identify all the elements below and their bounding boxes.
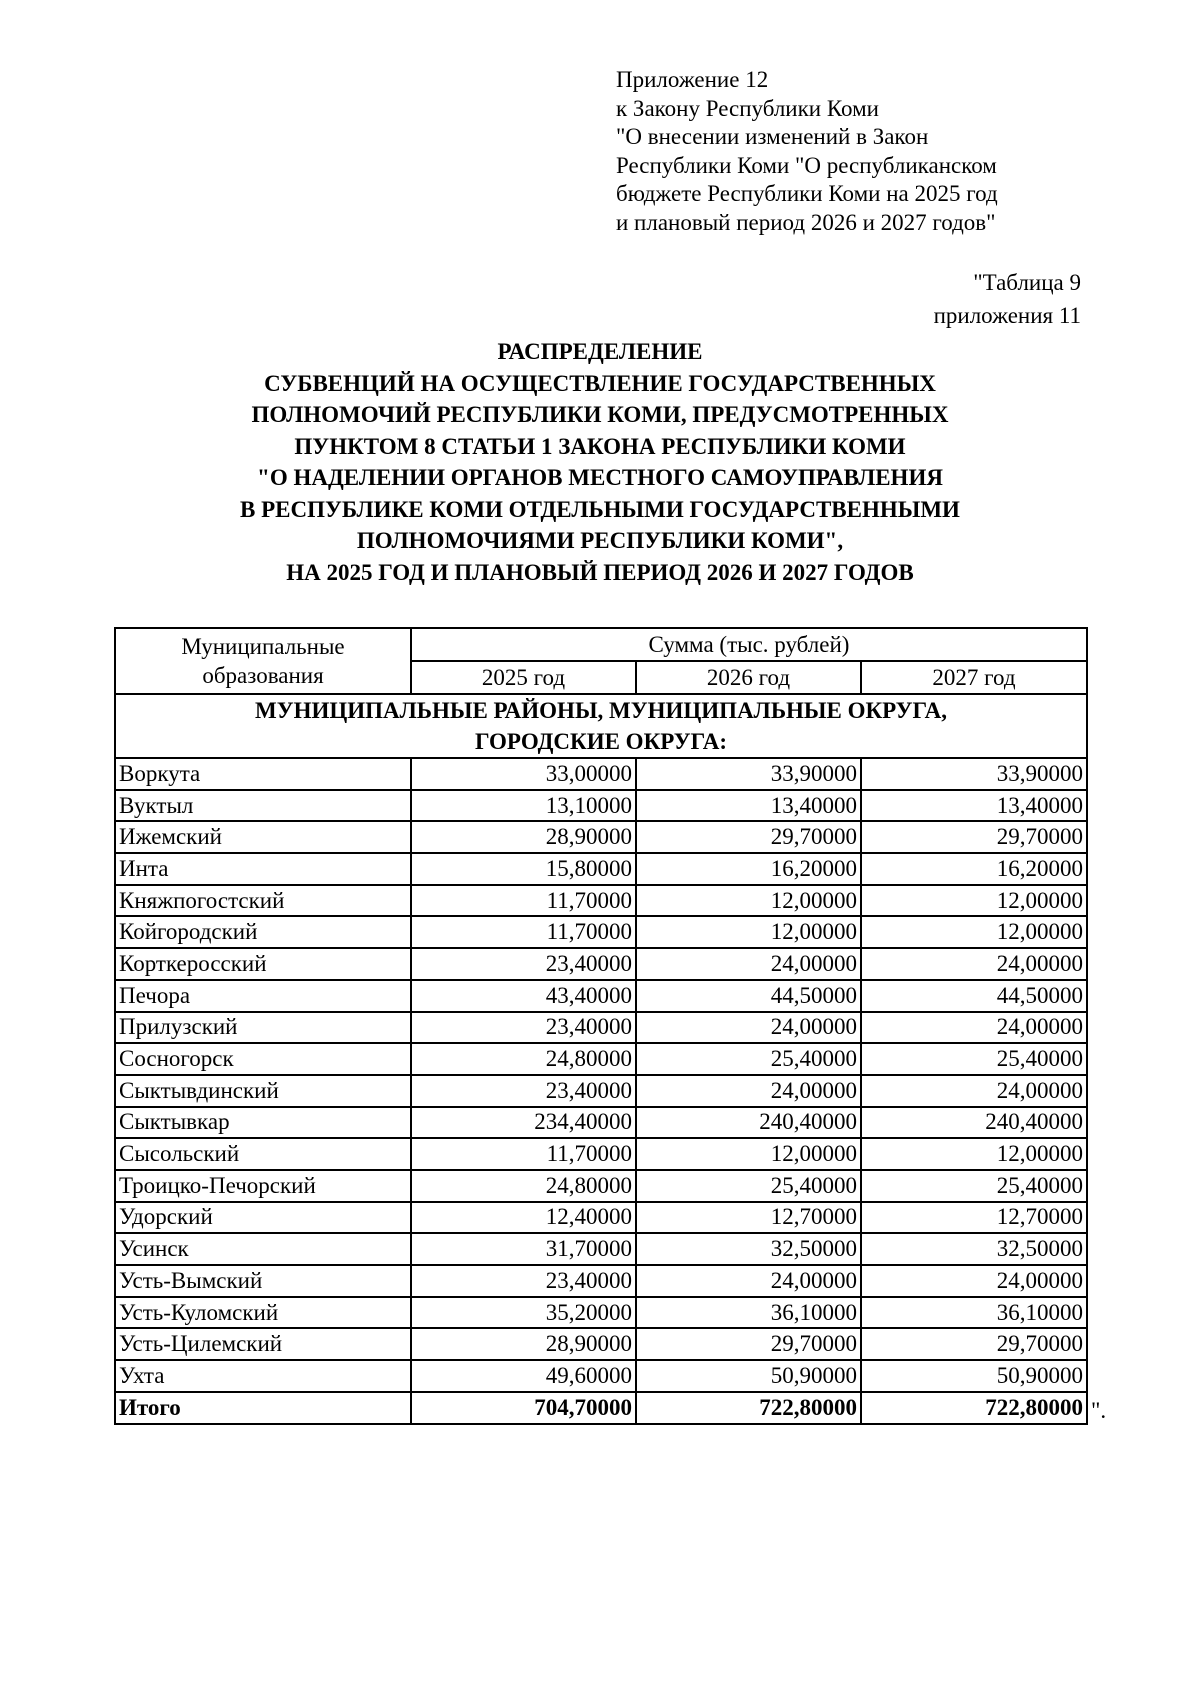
year-column-header: 2025 год: [411, 661, 636, 694]
amount-cell: 28,90000: [411, 1328, 636, 1360]
amount-cell: 12,40000: [411, 1202, 636, 1234]
amount-cell: 33,00000: [411, 758, 636, 790]
total-row: [115, 1392, 1087, 1424]
table-row: [115, 1202, 1087, 1234]
table-row: [115, 1265, 1087, 1297]
table-row: [115, 948, 1087, 980]
municipality-cell: Сысольский: [115, 1138, 411, 1170]
amount-cell: 24,00000: [861, 1075, 1087, 1107]
column-header-line: Муниципальные: [181, 634, 345, 659]
amount-cell: 36,10000: [861, 1297, 1087, 1329]
amount-cell: 50,90000: [861, 1360, 1087, 1392]
table-row: [115, 821, 1087, 853]
amount-cell: 240,40000: [861, 1107, 1087, 1139]
municipality-cell: Инта: [115, 853, 411, 885]
municipality-cell: Вуктыл: [115, 790, 411, 822]
table-reference: [934, 266, 1081, 332]
amount-cell: 36,10000: [636, 1297, 861, 1329]
municipality-column-header: [115, 628, 411, 694]
amount-cell: 12,00000: [861, 885, 1087, 917]
table-row: [115, 1170, 1087, 1202]
amount-cell: 11,70000: [411, 1138, 636, 1170]
amount-cell: 13,40000: [636, 790, 861, 822]
municipality-cell: Ижемский: [115, 821, 411, 853]
title-line: СУБВЕНЦИЙ НА ОСУЩЕСТВЛЕНИЕ ГОСУДАРСТВЕННЫХ: [264, 370, 936, 396]
municipality-cell: Койгородский: [115, 916, 411, 948]
municipality-cell: Печора: [115, 980, 411, 1012]
amount-cell: 24,00000: [861, 1012, 1087, 1044]
group-heading-line: МУНИЦИПАЛЬНЫЕ РАЙОНЫ, МУНИЦИПАЛЬНЫЕ ОКРУГА,: [255, 698, 947, 723]
amount-cell: 13,40000: [861, 790, 1087, 822]
title-line: ПОЛНОМОЧИЯМИ РЕСПУБЛИКИ КОМИ",: [356, 528, 844, 553]
amount-cell: 29,70000: [636, 821, 861, 853]
amount-cell: 24,00000: [636, 1265, 861, 1297]
amount-cell: 12,00000: [636, 885, 861, 917]
table-header: [115, 628, 1087, 694]
amount-cell: 25,40000: [861, 1170, 1087, 1202]
title-line: РАСПРЕДЕЛЕНИЕ: [497, 339, 703, 364]
amount-cell: 12,00000: [636, 1138, 861, 1170]
appendix-line: Республики Коми "О республиканском: [616, 152, 997, 178]
amount-cell: 32,50000: [861, 1233, 1087, 1265]
amount-cell: 12,70000: [636, 1202, 861, 1234]
municipality-cell: Усть-Куломский: [115, 1297, 411, 1329]
amount-cell: 240,40000: [636, 1107, 861, 1139]
group-heading: [115, 694, 1087, 758]
table-row: [115, 885, 1087, 917]
municipality-cell: Сыктывдинский: [115, 1075, 411, 1107]
title-line: "О НАДЕЛЕНИИ ОРГАНОВ МЕСТНОГО САМОУПРАВЛЕНИЯ: [257, 465, 943, 490]
municipality-cell: Воркута: [115, 758, 411, 790]
title-line: ПОЛНОМОЧИЙ РЕСПУБЛИКИ КОМИ, ПРЕДУСМОТРЕННЫХ: [251, 402, 949, 427]
amount-cell: 49,60000: [411, 1360, 636, 1392]
amount-cell: 29,70000: [636, 1328, 861, 1360]
sum-column-header: Сумма (тыс. рублей): [411, 628, 1087, 661]
group-heading-line: ГОРОДСКИЕ ОКРУГА:: [474, 729, 728, 754]
amount-cell: 15,80000: [411, 853, 636, 885]
title-line: НА 2025 ГОД И ПЛАНОВЫЙ ПЕРИОД 2026 И 2027 ГОДОВ: [286, 559, 914, 585]
amount-cell: 11,70000: [411, 885, 636, 917]
municipality-cell: Корткеросский: [115, 948, 411, 980]
distribution-table: [114, 627, 1088, 1425]
municipality-cell: Прилузский: [115, 1012, 411, 1044]
amount-cell: 43,40000: [411, 980, 636, 1012]
appendix-line: бюджете Республики Коми на 2025 год: [616, 181, 998, 206]
amount-cell: 11,70000: [411, 916, 636, 948]
amount-cell: 13,10000: [411, 790, 636, 822]
amount-cell: 28,90000: [411, 821, 636, 853]
closing-quote: ".: [1091, 1398, 1107, 1423]
table-row: [115, 1107, 1087, 1139]
municipality-cell: Усинск: [115, 1233, 411, 1265]
amount-cell: 24,00000: [636, 948, 861, 980]
amount-cell: 24,80000: [411, 1170, 636, 1202]
year-column-header: 2027 год: [861, 661, 1087, 694]
table-row: [115, 1043, 1087, 1075]
amount-cell: 35,20000: [411, 1297, 636, 1329]
table-row: [115, 916, 1087, 948]
amount-cell: 12,00000: [636, 916, 861, 948]
column-header-line: образования: [202, 663, 324, 688]
table-row: [115, 1360, 1087, 1392]
amount-cell: 29,70000: [861, 821, 1087, 853]
title-line: ПУНКТОМ 8 СТАТЬИ 1 ЗАКОНА РЕСПУБЛИКИ КОМИ: [294, 433, 906, 459]
total-amount-cell: 704,70000: [411, 1392, 636, 1424]
amount-cell: 24,80000: [411, 1043, 636, 1075]
table-row: [115, 790, 1087, 822]
appendix-line: "О внесении изменений в Закон: [616, 124, 929, 149]
amount-cell: 25,40000: [636, 1170, 861, 1202]
amount-cell: 25,40000: [636, 1043, 861, 1075]
appendix-line: к Закону Республики Коми: [616, 95, 879, 121]
table-body: [115, 694, 1087, 1424]
total-amount-cell: 722,80000: [861, 1392, 1087, 1424]
amount-cell: 12,00000: [861, 1138, 1087, 1170]
amount-cell: 12,00000: [861, 916, 1087, 948]
municipality-cell: Сосногорск: [115, 1043, 411, 1075]
amount-cell: 24,00000: [636, 1075, 861, 1107]
municipality-cell: Княжпогостский: [115, 885, 411, 917]
table-reference-line: "Таблица 9: [973, 270, 1081, 295]
total-label: Итого: [115, 1392, 411, 1424]
appendix-heading: [616, 66, 998, 237]
amount-cell: 32,50000: [636, 1233, 861, 1265]
table-row: [115, 853, 1087, 885]
amount-cell: 16,20000: [636, 853, 861, 885]
table-reference-line: приложения 11: [933, 303, 1081, 328]
table-row: [115, 758, 1087, 790]
amount-cell: 16,20000: [861, 853, 1087, 885]
total-amount-cell: 722,80000: [636, 1392, 861, 1424]
document-title: [115, 336, 1085, 588]
table-row: [115, 1328, 1087, 1360]
amount-cell: 234,40000: [411, 1107, 636, 1139]
amount-cell: 24,00000: [861, 1265, 1087, 1297]
amount-cell: 31,70000: [411, 1233, 636, 1265]
municipality-cell: Ухта: [115, 1360, 411, 1392]
amount-cell: 23,40000: [411, 1075, 636, 1107]
municipality-cell: Удорский: [115, 1202, 411, 1234]
amount-cell: 33,90000: [636, 758, 861, 790]
municipality-cell: Троицко-Печорский: [115, 1170, 411, 1202]
amount-cell: 33,90000: [861, 758, 1087, 790]
amount-cell: 23,40000: [411, 1265, 636, 1297]
amount-cell: 50,90000: [636, 1360, 861, 1392]
amount-cell: 24,00000: [636, 1012, 861, 1044]
amount-cell: 29,70000: [861, 1328, 1087, 1360]
municipality-cell: Усть-Вымский: [115, 1265, 411, 1297]
table-row: [115, 1297, 1087, 1329]
year-column-header: 2026 год: [636, 661, 861, 694]
table-row: [115, 980, 1087, 1012]
amount-cell: 25,40000: [861, 1043, 1087, 1075]
table-row: [115, 1075, 1087, 1107]
municipality-cell: Сыктывкар: [115, 1107, 411, 1139]
municipality-cell: Усть-Цилемский: [115, 1328, 411, 1360]
appendix-line: Приложение 12: [616, 67, 769, 92]
title-line: В РЕСПУБЛИКЕ КОМИ ОТДЕЛЬНЫМИ ГОСУДАРСТВЕННЫМИ: [240, 496, 960, 522]
appendix-line: и плановый период 2026 и 2027 годов": [616, 209, 996, 235]
amount-cell: 44,50000: [861, 980, 1087, 1012]
amount-cell: 23,40000: [411, 948, 636, 980]
amount-cell: 44,50000: [636, 980, 861, 1012]
table-row: [115, 1012, 1087, 1044]
amount-cell: 24,00000: [861, 948, 1087, 980]
amount-cell: 12,70000: [861, 1202, 1087, 1234]
table-row: [115, 1233, 1087, 1265]
amount-cell: 23,40000: [411, 1012, 636, 1044]
table-row: [115, 1138, 1087, 1170]
